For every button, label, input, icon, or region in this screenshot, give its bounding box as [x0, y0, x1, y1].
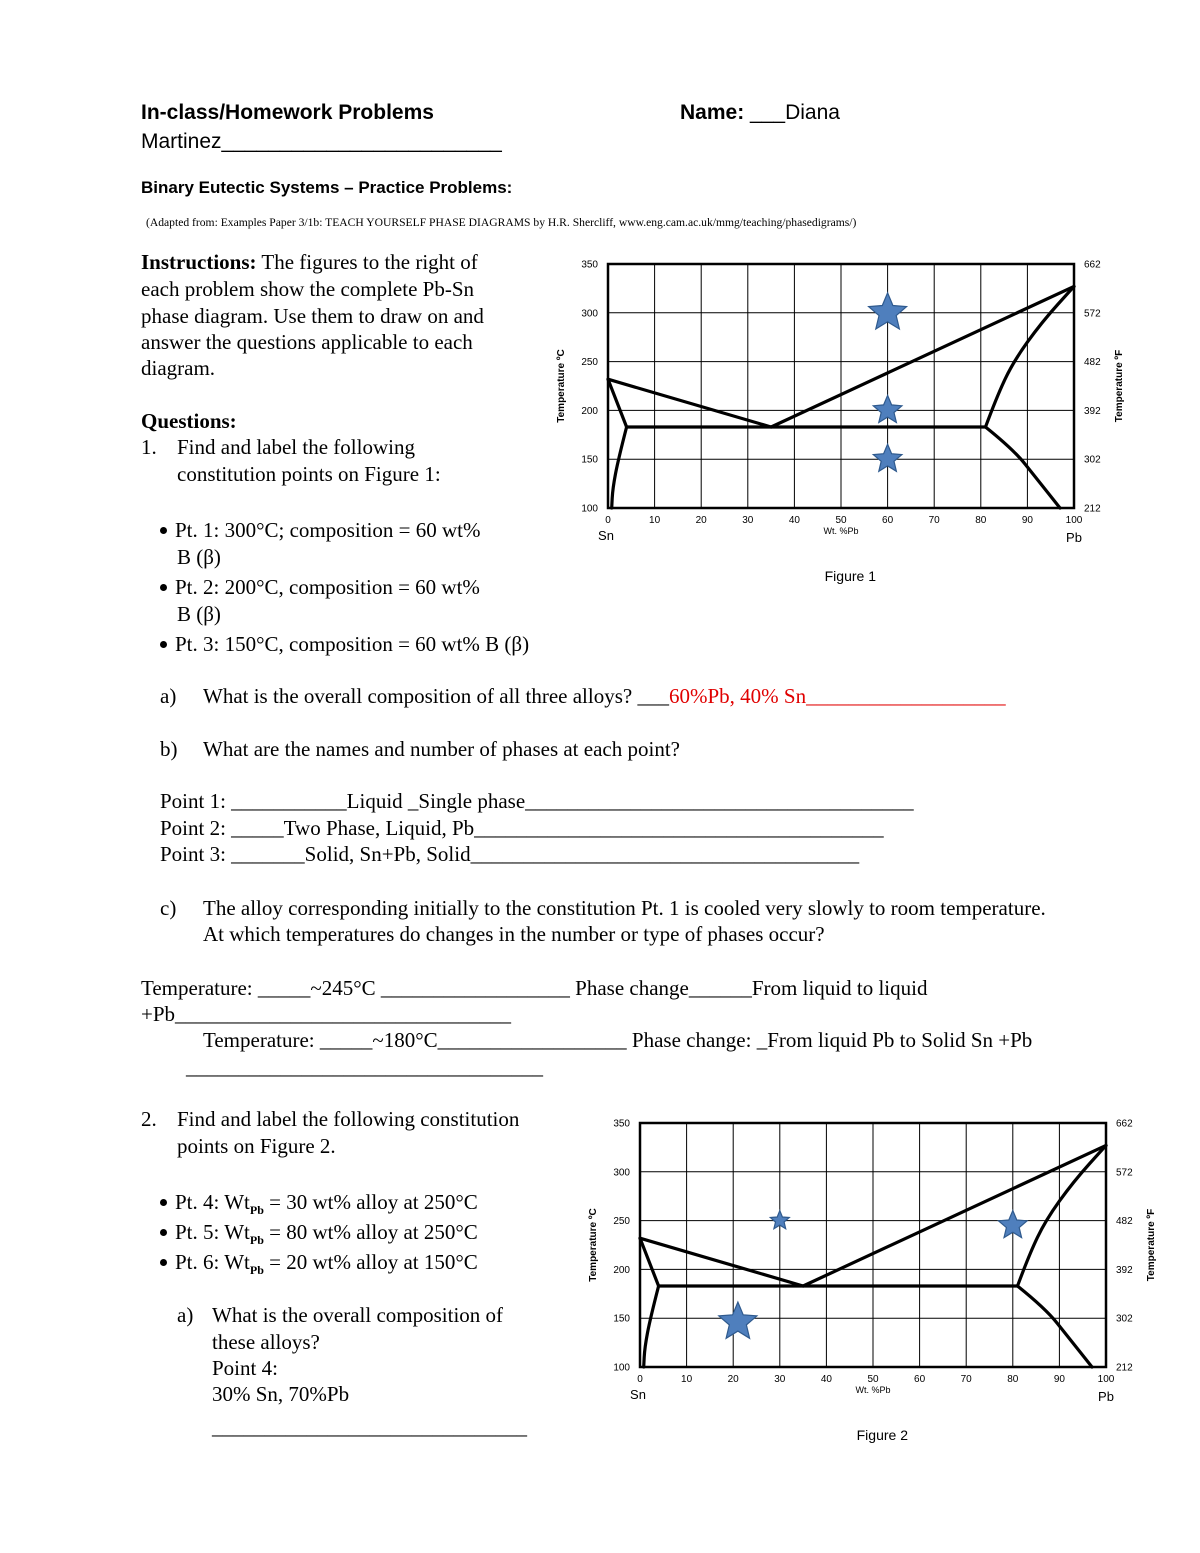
q1a-answer: 60%Pb, 40% Sn___________________ — [668, 684, 1006, 708]
q2a-answer: 30% Sn, 70%Pb — [212, 1382, 350, 1406]
q2a-blank: ______________________________ — [212, 1415, 527, 1439]
q1a-label: a) — [160, 684, 177, 708]
q1-point-1: Pt. 1: 300°C; composition = 60 wt% — [160, 518, 481, 543]
x-tick-label: 20 — [695, 515, 707, 526]
q1a-question: What is the overall composition of all three alloys? ___60%Pb, 40% Sn___________________ — [203, 684, 1006, 708]
y-axis-label-right: Temperature ºF — [1114, 349, 1125, 423]
y-axis-label-right: Temperature ºF — [1146, 1208, 1157, 1282]
instructions-line-4: answer the questions applicable to each — [141, 330, 473, 354]
y-tick-label-right: 302 — [1084, 454, 1101, 466]
point-1-answer: Point 1: ___________Liquid _Single phase_____________________________________ — [160, 789, 914, 813]
x-tick-label: 80 — [1007, 1374, 1019, 1385]
y-tick-label-right: 662 — [1084, 259, 1101, 271]
x-axis-label: Wt. %Pb — [823, 526, 859, 536]
y-tick-label-left: 100 — [613, 1362, 630, 1374]
solidus-left-line — [640, 1238, 659, 1286]
x-tick-label: 90 — [1053, 1374, 1065, 1385]
x-tick-label: 0 — [605, 515, 611, 526]
q2-line-2: points on Figure 2. — [177, 1134, 336, 1158]
name-value: ___Diana — [744, 101, 840, 124]
y-tick-label-right: 392 — [1084, 405, 1101, 417]
star-marker-icon — [719, 1302, 757, 1338]
sn-end-label: Sn — [630, 1387, 646, 1402]
instructions-line-5: diagram. — [141, 356, 216, 380]
q2-point-5: Pt. 5: $Wt_{Pb} = 80$ wt% alloy at 250°C — [160, 1220, 478, 1248]
solvus-left-curve — [612, 427, 627, 508]
y-tick-label-left: 350 — [581, 259, 598, 271]
y-tick-label-left: 250 — [613, 1216, 630, 1228]
x-tick-label: 70 — [960, 1374, 972, 1385]
questions-heading: Questions: — [141, 409, 237, 433]
q2-number: 2. — [141, 1107, 157, 1131]
instructions-line-3: phase diagram. Use them to draw on and — [141, 304, 484, 328]
q1b-label: b) — [160, 737, 178, 761]
figure-caption: Figure 1 — [824, 568, 876, 584]
x-tick-label: 100 — [1065, 515, 1083, 526]
x-tick-label: 30 — [742, 515, 754, 526]
q1-point-2: Pt. 2: 200°C, composition = 60 wt% — [160, 575, 480, 600]
x-tick-label: 50 — [867, 1374, 879, 1385]
y-tick-label-right: 482 — [1116, 1216, 1133, 1228]
x-tick-label: 30 — [774, 1374, 786, 1385]
solvus-left-curve — [644, 1286, 659, 1367]
liquidus-right-line — [771, 286, 1074, 427]
point-2-answer: Point 2: _____Two Phase, Liquid, Pb_______________________________________ — [160, 816, 884, 840]
name-field — [680, 101, 840, 125]
sn-end-label: Sn — [598, 528, 614, 543]
x-tick-label: 90 — [1021, 515, 1033, 526]
y-tick-label-right: 572 — [1084, 308, 1101, 320]
section-subtitle: Binary Eutectic Systems – Practice Problems: — [141, 178, 513, 197]
pb-end-label: Pb — [1066, 530, 1082, 545]
figure-1-phase-diagram — [540, 248, 1140, 593]
q1c-label: c) — [160, 896, 177, 920]
pb-end-label: Pb — [1098, 1389, 1114, 1404]
q1-line-1: Find and label the following — [177, 435, 415, 459]
instructions-line-2: each problem show the complete Pb-Sn — [141, 277, 475, 301]
q2a-label: a) — [177, 1303, 194, 1327]
instructions-label: Instructions: — [141, 250, 257, 274]
x-tick-label: 20 — [727, 1374, 739, 1385]
point-3-answer: Point 3: _______Solid, Sn+Pb, Solid_____________________________________ — [160, 842, 860, 866]
y-tick-label-left: 300 — [613, 1167, 630, 1179]
y-tick-label-left: 200 — [613, 1264, 630, 1276]
q1-line-2: constitution points on Figure 1: — [177, 462, 441, 486]
x-tick-label: 60 — [882, 515, 894, 526]
temperature-answer-2-cont: __________________________________ — [186, 1055, 543, 1079]
q1b-question: What are the names and number of phases at each point? — [203, 737, 680, 761]
temperature-answer-1: Temperature: _____~245°C __________________ Phase change______From liquid to liquid — [141, 976, 928, 1000]
figure-2-phase-diagram — [572, 1107, 1172, 1452]
x-tick-label: 10 — [649, 515, 661, 526]
y-tick-label-right: 302 — [1116, 1313, 1133, 1325]
y-tick-label-left: 300 — [581, 308, 598, 320]
name-continuation: Martinez________________________ — [141, 130, 502, 153]
liquidus-left-line — [640, 1238, 803, 1286]
x-tick-label: 40 — [820, 1374, 832, 1385]
x-axis-label: Wt. %Pb — [855, 1385, 891, 1395]
temperature-answer-1-cont: +Pb________________________________ — [141, 1002, 512, 1026]
x-tick-label: 50 — [835, 515, 847, 526]
q1c-line-2: At which temperatures do changes in the number or type of phases occur? — [203, 922, 825, 946]
y-tick-label-right: 662 — [1116, 1118, 1133, 1130]
q2-line-1: Find and label the following constitution — [177, 1107, 520, 1131]
figure-caption: Figure 2 — [856, 1427, 908, 1443]
y-tick-label-left: 350 — [613, 1118, 630, 1130]
y-tick-label-left: 250 — [581, 357, 598, 369]
y-tick-label-right: 572 — [1116, 1167, 1133, 1179]
y-axis-label-left: Temperature ºC — [588, 1208, 599, 1282]
x-tick-label: 40 — [788, 515, 800, 526]
source-citation: (Adapted from: Examples Paper 3/1b: TEACH YOURSELF PHASE DIAGRAMS by H.R. Shercliff, www.eng.cam.ac.uk/mmg/teaching/phasedigrams/) — [146, 216, 857, 229]
y-tick-label-right: 212 — [1116, 1362, 1133, 1374]
page-title: In-class/Homework Problems — [141, 101, 434, 124]
y-tick-label-left: 100 — [581, 503, 598, 515]
y-tick-label-right: 482 — [1084, 357, 1101, 369]
x-tick-label: 0 — [637, 1374, 643, 1385]
q2-point-6: Pt. 6: $Wt_{Pb} = 20$ wt% alloy at 150°C — [160, 1250, 478, 1278]
x-tick-label: 100 — [1097, 1374, 1115, 1385]
x-tick-label: 60 — [914, 1374, 926, 1385]
y-tick-label-right: 392 — [1116, 1264, 1133, 1276]
x-tick-label: 70 — [928, 515, 940, 526]
instructions-line-1: Instructions: The figures to the right of — [141, 250, 478, 274]
y-tick-label-left: 150 — [581, 454, 598, 466]
q1-point-3: Pt. 3: 150°C, composition = 60 wt% B (β) — [160, 632, 529, 657]
q1-number: 1. — [141, 435, 157, 459]
q1-point-2-cont: B (β) — [177, 602, 221, 626]
q2a-line-2: these alloys? — [212, 1330, 320, 1354]
q1-point-1-cont: B (β) — [177, 545, 221, 569]
liquidus-left-line — [608, 379, 771, 427]
q2-point-4: Pt. 4: $Wt_{Pb} = 30$ wt% alloy at 250°C — [160, 1190, 478, 1218]
liquidus-right-line — [803, 1145, 1106, 1286]
name-label: Name: — [680, 101, 745, 124]
x-tick-label: 80 — [975, 515, 987, 526]
solvus-right-curve — [1018, 1286, 1093, 1367]
q2a-line-1: What is the overall composition of — [212, 1303, 504, 1327]
y-axis-label-left: Temperature ºC — [556, 349, 567, 423]
temperature-answer-2: Temperature: _____~180°C__________________ Phase change: _From liquid Pb to Solid Sn +Pb — [203, 1028, 1033, 1052]
q1c-line-1: The alloy corresponding initially to the constitution Pt. 1 is cooled very slowly to room temperature. — [203, 896, 1046, 920]
q2a-line-3: Point 4: — [212, 1356, 278, 1380]
y-tick-label-left: 200 — [581, 405, 598, 417]
solvus-right-curve — [986, 427, 1061, 508]
solidus-left-line — [608, 379, 627, 427]
y-tick-label-left: 150 — [613, 1313, 630, 1325]
x-tick-label: 10 — [681, 1374, 693, 1385]
y-tick-label-right: 212 — [1084, 503, 1101, 515]
